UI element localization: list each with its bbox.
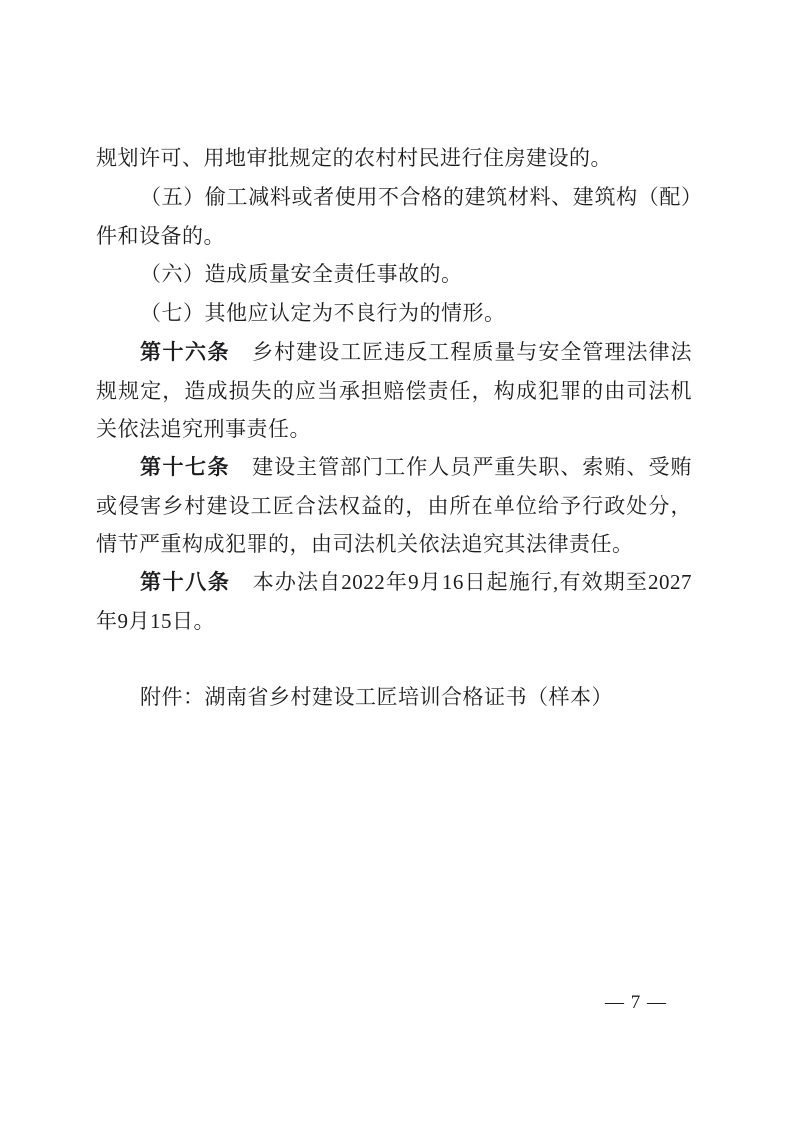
article-16 [96, 333, 692, 448]
paragraph-continuation [96, 139, 692, 178]
paragraph-text: 附件：湖南省乡村建设工匠培训合格证书（样本） [140, 685, 613, 709]
clause-5 [96, 178, 692, 255]
paragraph-text: （七）其他应认定为不良行为的情形。 [140, 301, 506, 325]
clause-6 [96, 255, 692, 294]
paragraph-text: 建设主管部门工作人员严重失职、索贿、受贿或侵害乡村建设工匠合法权益的，由所在单位给予行政处分，情节严重构成犯罪的，由司法机关依法追究其法律责任。 [96, 455, 693, 556]
article-number: 第十六条 [140, 341, 231, 364]
paragraph-text: 本办法自2022年9月16日起施行,有效期至2027年9月15日。 [96, 570, 693, 633]
article-number: 第十八条 [140, 571, 231, 594]
paragraph-text: （五）偷工减料或者使用不合格的建筑材料、建筑构（配）件和设备的。 [96, 185, 692, 248]
paragraph-text: （六）造成质量安全责任事故的。 [140, 262, 463, 286]
document-body [96, 139, 692, 717]
clause-7 [96, 294, 692, 333]
paragraph-text: 乡村建设工匠违反工程质量与安全管理法律法规规定，造成损失的应当承担赔偿责任，构成犯罪的由司法机关依法追究刑事责任。 [96, 340, 693, 441]
article-number: 第十七条 [140, 456, 231, 479]
attachment-note [96, 678, 692, 717]
page-number: — 7 — [605, 992, 667, 1013]
paragraph-text: 规划许可、用地审批规定的农村村民进行住房建设的。 [96, 146, 612, 170]
article-18 [96, 563, 692, 640]
article-17 [96, 448, 692, 563]
